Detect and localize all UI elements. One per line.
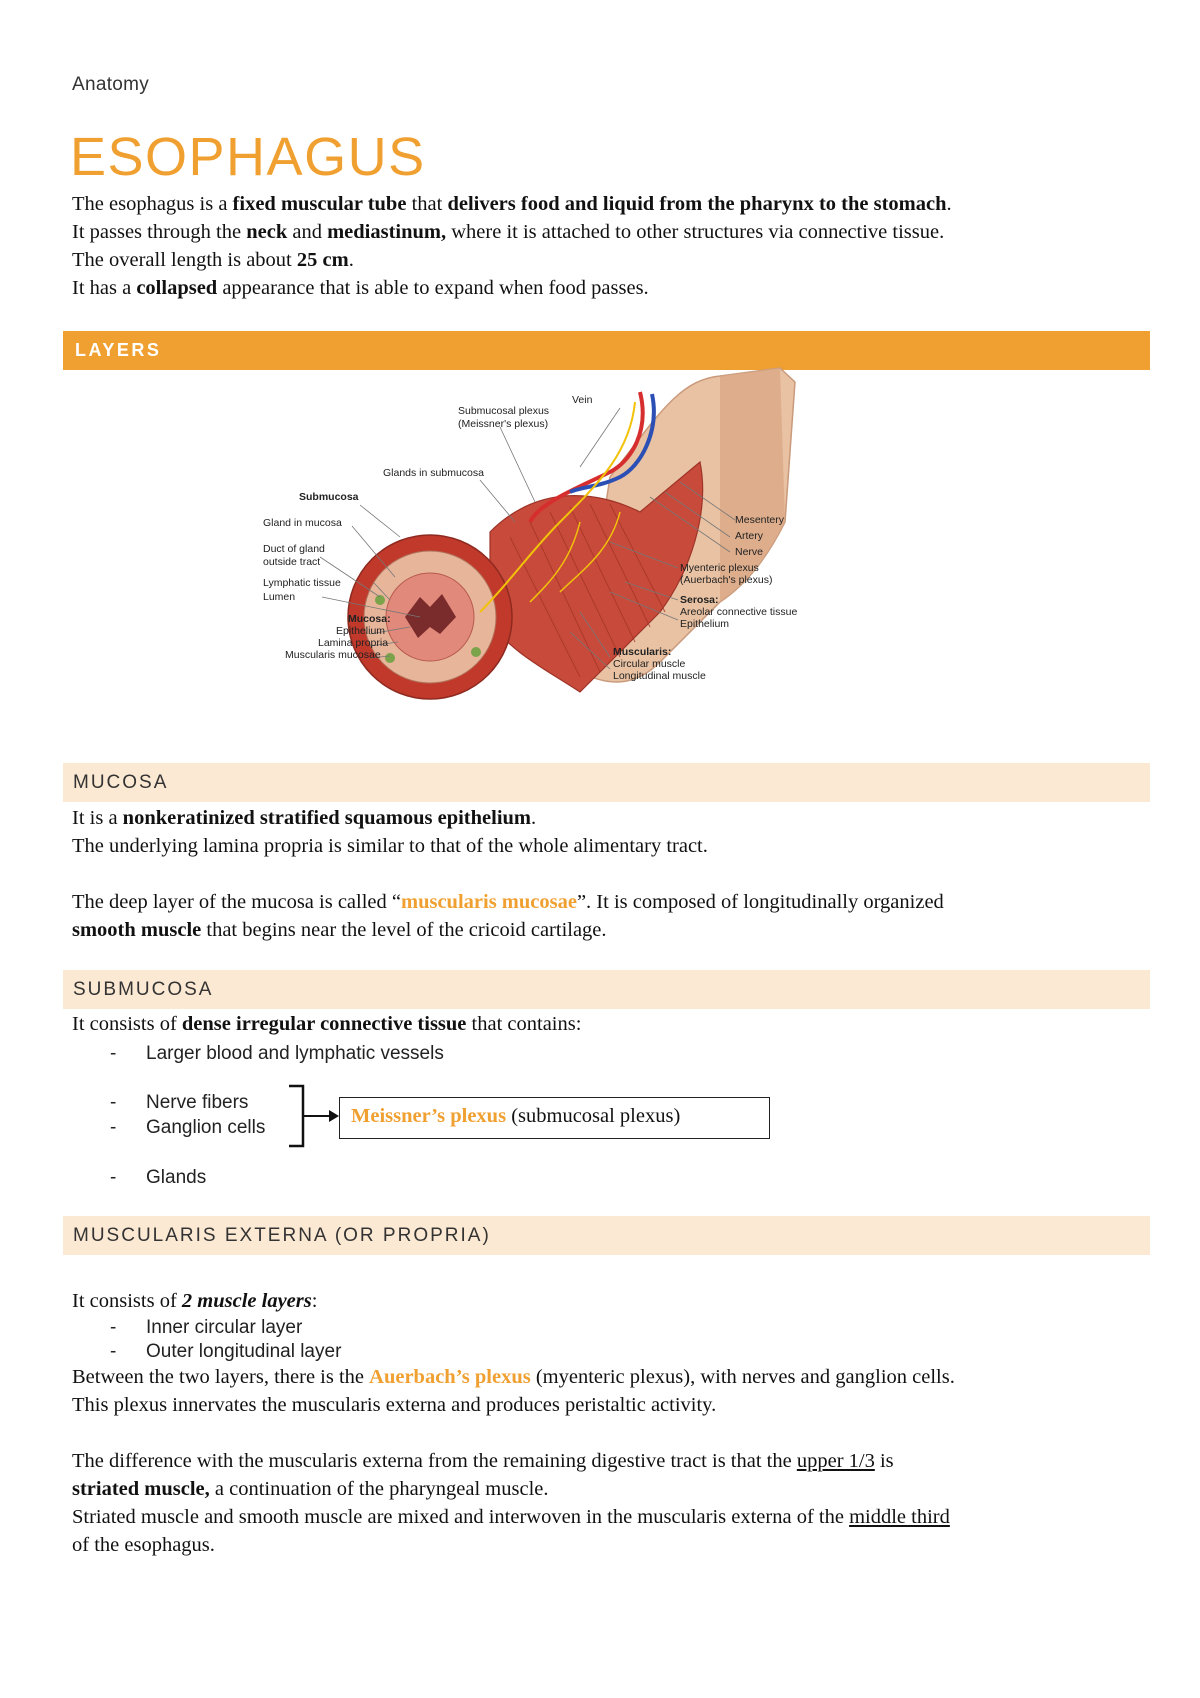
label-gland-in-mucosa: Gland in mucosa (263, 517, 342, 529)
intro-line-2: It passes through the neck and mediastinum, where it is attached to other structures via connective tissue. (72, 221, 945, 243)
mucosa-line-2: The underlying lamina propria is similar to that of the whole alimentary tract. (72, 835, 708, 857)
lymphatic-nodule (385, 653, 395, 663)
muscularis-line-2: Between the two layers, there is the Auerbach’s plexus (myenteric plexus), with nerves and ganglion cells. (72, 1366, 955, 1388)
callout-text: Meissner’s plexus (submucosal plexus) (351, 1105, 681, 1127)
muscularis-line-7: of the esophagus. (72, 1534, 215, 1556)
section-band-submucosa (63, 970, 1150, 1009)
label-submucosal-plexus: Submucosal plexus (458, 405, 550, 417)
lymphatic-nodule (375, 595, 385, 605)
list-item: - Glands (110, 1167, 207, 1188)
label-mucosa: Mucosa: (348, 613, 391, 625)
intro-line-4: It has a collapsed appearance that is able to expand when food passes. (72, 277, 649, 299)
section-band-mucosa (63, 763, 1150, 802)
mucosa-line-4: smooth muscle that begins near the level of the cricoid cartilage. (72, 919, 607, 941)
label-meissners-plexus: (Meissner's plexus) (458, 418, 549, 430)
section-band-layers (63, 331, 1150, 370)
label-glands-in-submucosa: Glands in submucosa (383, 467, 484, 479)
label-auerbachs-plexus: (Auerbach's plexus) (680, 574, 773, 586)
label-mesentery: Mesentery (735, 514, 785, 526)
lymphatic-nodule (471, 647, 481, 657)
muscularis-line-6: Striated muscle and smooth muscle are mixed and interwoven in the muscularis externa of the middle third (72, 1506, 950, 1528)
section-title-muscularis: MUSCULARIS EXTERNA (OR PROPRIA) (73, 1225, 491, 1246)
header-subject: Anatomy (72, 74, 150, 95)
label-duct-of-gland: Duct of gland (263, 543, 325, 555)
label-nerve: Nerve (735, 546, 764, 558)
mucosa-line-1: It is a nonkeratinized stratified squamous epithelium. (72, 807, 537, 829)
label-vein: Vein (572, 394, 593, 406)
muscularis-line-3: This plexus innervates the muscularis externa and produces peristaltic activity. (72, 1394, 717, 1416)
intro-line-1: The esophagus is a fixed muscular tube that delivers food and liquid from the pharynx to the stomach. (72, 193, 952, 215)
label-longitudinal-muscle: Longitudinal muscle (613, 670, 706, 682)
label-muscularis: Muscularis: (613, 646, 672, 658)
list-item: - Ganglion cells (110, 1117, 266, 1138)
section-title-mucosa: MUCOSA (73, 772, 169, 793)
label-myenteric-plexus: Myenteric plexus (680, 562, 759, 574)
list-item: - Nerve fibers (110, 1092, 249, 1113)
label-serosa-epithelium: Epithelium (680, 618, 730, 630)
label-circular-muscle: Circular muscle (613, 658, 686, 670)
label-artery: Artery (735, 530, 764, 542)
meissner-plexus-callout (339, 1097, 770, 1139)
label-muscularis-mucosae: Muscularis mucosae (285, 649, 381, 661)
list-item: - Outer longitudinal layer (110, 1341, 342, 1362)
label-outside-tract: outside tract (263, 556, 321, 568)
list-item: - Larger blood and lymphatic vessels (110, 1043, 444, 1064)
intro-line-3: The overall length is about 25 cm. (72, 249, 354, 271)
label-epithelium: Epithelium (336, 625, 386, 637)
section-title-submucosa: SUBMUCOSA (73, 979, 214, 1000)
esophagus-layers-figure (263, 372, 880, 732)
label-lamina-propria: Lamina propria (318, 637, 389, 649)
page-title: ESOPHAGUS (70, 127, 426, 187)
label-lymphatic-tissue: Lymphatic tissue (263, 577, 341, 589)
label-areolar: Areolar connective tissue (680, 606, 798, 618)
bracket-arrow-icon (285, 1082, 345, 1150)
muscularis-line-1: It consists of 2 muscle layers: (72, 1290, 318, 1312)
label-submucosa: Submucosa (299, 491, 359, 503)
label-serosa: Serosa: (680, 594, 719, 606)
submucosa-line-1: It consists of dense irregular connective tissue that contains: (72, 1013, 582, 1035)
section-band-muscularis (63, 1216, 1150, 1255)
muscularis-line-5: striated muscle, a continuation of the pharyngeal muscle. (72, 1478, 549, 1500)
section-title-layers: LAYERS (75, 340, 162, 360)
mucosa-line-3: The deep layer of the mucosa is called “muscularis mucosae”. It is composed of longitudinally organized (72, 891, 944, 913)
muscularis-line-4: The difference with the muscularis externa from the remaining digestive tract is that the upper 1/3 is (72, 1450, 894, 1472)
label-lumen: Lumen (263, 591, 296, 603)
list-item: - Inner circular layer (110, 1317, 303, 1338)
